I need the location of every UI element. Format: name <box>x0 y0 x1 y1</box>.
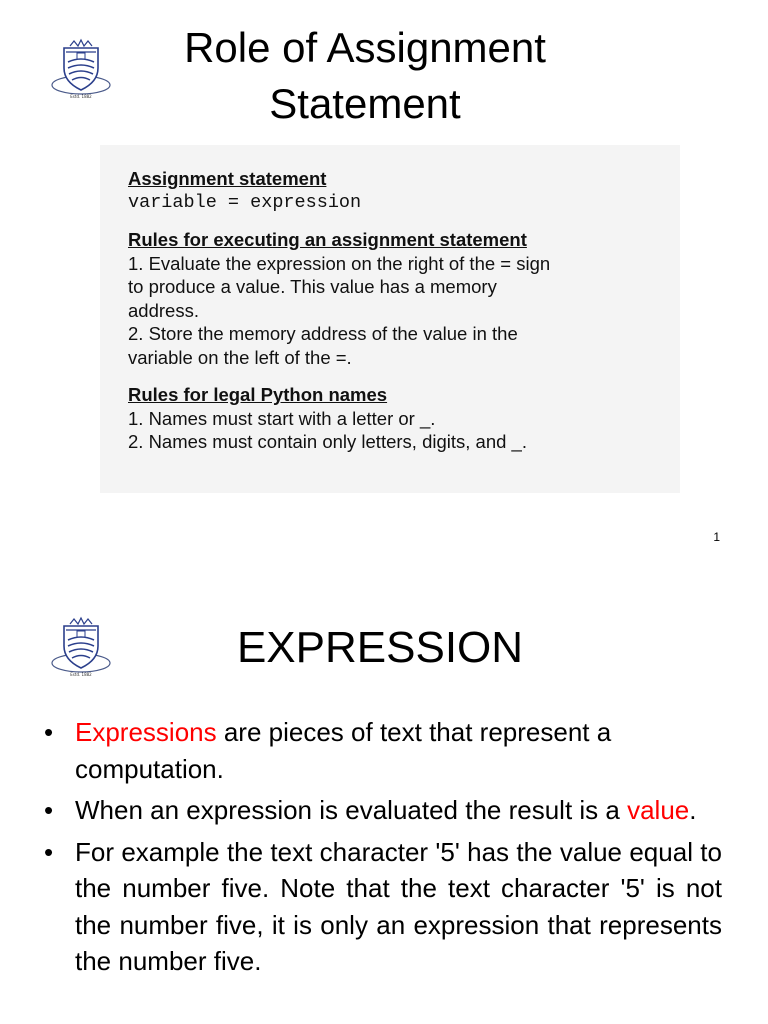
name-rule-line: 1. Names must start with a letter or _. <box>128 407 436 429</box>
highlight-term: Expressions <box>75 717 217 747</box>
bullet-glyph: • <box>44 717 54 747</box>
rule-line: to produce a value. This value has a memory <box>128 276 497 297</box>
rule-line: address. <box>128 299 199 321</box>
rule-line: 2. Store the memory address of the value in the <box>128 323 518 344</box>
bullet-list <box>44 714 722 985</box>
rule-line: 1. Evaluate the expression on the right of the = sign <box>128 252 551 274</box>
list-item: • For example the text character '5' has the value equal to the number five. Note that the text character '5' is not the number five, it is only an expression that represents the number five. <box>44 834 722 980</box>
bullet-glyph: • <box>44 795 54 825</box>
name-rule-line: 2. Names must contain only letters, digits, and _. <box>128 431 527 452</box>
slide-title: Role of Assignment Statement <box>184 24 546 127</box>
highlight-term: value <box>627 795 690 825</box>
svg-text:Estd. 1882: Estd. 1882 <box>70 94 92 99</box>
figure-heading-executing: Rules for executing an assignment statement <box>128 229 527 250</box>
page-number: 1 <box>713 530 720 544</box>
assignment-rules-figure <box>100 145 680 493</box>
svg-text:Estd. 1882: Estd. 1882 <box>70 672 92 677</box>
bullet-glyph: • <box>44 836 54 867</box>
slide-title: EXPRESSION <box>236 623 524 672</box>
rule-line: variable on the left of the =. <box>128 346 352 368</box>
figure-heading-assignment: Assignment statement <box>128 168 327 189</box>
slide-expression <box>0 576 768 1024</box>
list-item: • When an expression is evaluated the result is a value. <box>44 792 722 829</box>
university-crest-icon <box>50 38 112 100</box>
university-crest-icon <box>50 616 112 678</box>
list-item: • Expressions are pieces of text that represent a computation. <box>44 714 722 787</box>
figure-heading-python-names: Rules for legal Python names <box>128 384 388 405</box>
assignment-syntax: variable = expression <box>128 191 362 213</box>
